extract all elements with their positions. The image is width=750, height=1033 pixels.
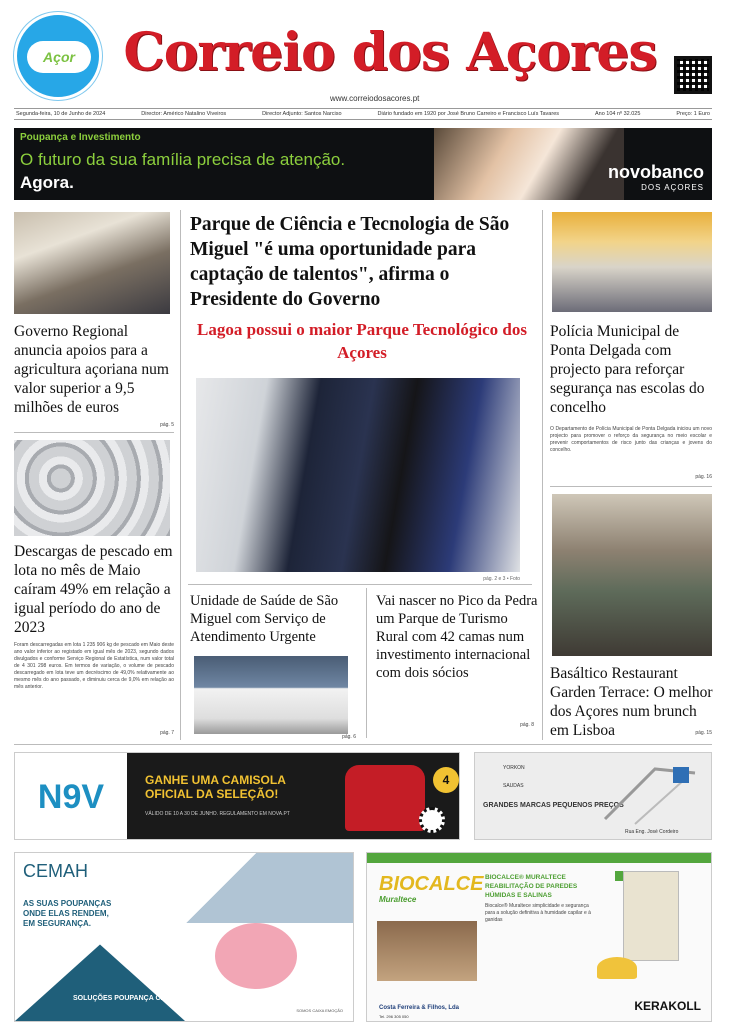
issue-info-bar xyxy=(14,108,712,120)
story-police-headline[interactable]: Polícia Municipal de Ponta Delgada com projecto para reforçar segurança nas escolas do concelho xyxy=(550,323,705,416)
brand-name: novobanco xyxy=(607,162,704,182)
page-ref: pág. 16 xyxy=(695,474,712,480)
nos-fine-print: VÁLIDO DE 10 A 30 DE JUNHO. REGULAMENTO EM NOVA.PT xyxy=(145,811,290,817)
ad-top-bar xyxy=(367,853,712,863)
divider xyxy=(14,744,712,745)
page-ref: pág. 15 xyxy=(695,730,712,736)
meeting-photo[interactable] xyxy=(14,212,170,314)
nos-promo-text: GANHE UMA CAMISOLA OFICIAL DA SELEÇÃO! xyxy=(145,773,286,801)
cemah-ad[interactable] xyxy=(14,852,354,1022)
wall-image xyxy=(377,921,477,981)
map-ad[interactable] xyxy=(474,752,712,840)
story-restaurant-headline[interactable]: Basáltico Restaurant Garden Terrace: O melhor dos Açores num brunch em Lisboa xyxy=(550,665,713,739)
logo-text: Açor xyxy=(27,41,91,73)
nos-logo: N9V xyxy=(15,753,127,840)
restaurant-photo[interactable] xyxy=(552,494,712,656)
page-ref: pág. 8 xyxy=(520,722,534,728)
banner-brand xyxy=(608,164,704,196)
issue-date: Segunda-feira, 10 de Junho de 2024 xyxy=(16,111,106,117)
story-tourism-headline[interactable]: Vai nascer no Pico da Pedra um Parque de Turismo Rural com 42 camas num investimento internacional com dois sócios xyxy=(376,593,538,681)
police-event-photo[interactable] xyxy=(552,212,712,312)
story-fishing-body: Foram descarregadas em lota 1 235 906 kg de pescado em Maio deste ano valor inferior ao registado em igual mês de 2023, segundo dados divulgados e conforme Serviço Regional de Estatística, num valor total de 4 301 298 euros. Em termos de variação, o volume de pescado descarregado em lota teve um decréscimo de 49,0% relativamente ao mesmo mês do ano passado, e diminuiu cerca de 9,0% em relação ao mês anterior. xyxy=(14,642,174,690)
story-fishing-headline[interactable]: Descargas de pescado em lota no mês de Maio caíram 49% em relação a igual período do ano de 2023 xyxy=(14,543,173,636)
column-divider xyxy=(542,210,543,740)
biocalce-logo: BIOCALCE xyxy=(379,873,484,895)
jersey-icon xyxy=(345,765,425,831)
distributor-contact: Tel. 296 305 050 xyxy=(379,1014,409,1019)
main-subheadline[interactable]: Lagoa possui o maior Parque Tecnológico dos Açores xyxy=(197,320,527,362)
cemah-text: AS SUAS POUPANÇAS ONDE ELAS RENDEM, EM SEGURANÇA. xyxy=(23,899,112,928)
cemah-logo: CEMAH xyxy=(23,861,89,881)
novobanco-banner-ad[interactable] xyxy=(14,128,712,200)
story-health-headline[interactable]: Unidade de Saúde de São Miguel com Serviço de Atendimento Urgente xyxy=(190,593,339,645)
product-bag-icon xyxy=(623,871,679,961)
page-ref: pág. 5 xyxy=(160,422,174,428)
story-agriculture-headline[interactable]: Governo Regional anuncia apoios para a agricultura açoriana num valor superior a 9,5 milhões de euros xyxy=(14,323,169,416)
banner-line-1: O futuro da sua família precisa de atenção. xyxy=(20,150,346,169)
hard-hat-icon xyxy=(597,957,637,979)
main-headline[interactable]: Parque de Ciência e Tecnologia de São Miguel "é uma oportunidade para captação de talentos", afirma o Presidente do Governo xyxy=(190,214,510,310)
map-roads-icon xyxy=(595,759,705,829)
nos-badge: 4 xyxy=(433,767,459,793)
deputy-credit: Director Adjunto: Santos Narciso xyxy=(262,111,342,117)
column-divider xyxy=(180,210,181,740)
map-label: YORKON xyxy=(503,765,525,771)
brand-sub: DOS AÇORES xyxy=(641,183,704,192)
website-link[interactable]: www.correiodosacores.pt xyxy=(330,94,420,103)
story-police-body: O Departamento de Polícia Municipal de Ponta Delgada iniciou um novo projecto para promover o reforço da segurança no meio escolar e prevenir comportamentos de risco junto das crianças e jovens do concelho. xyxy=(550,426,712,453)
page-ref: pág. 7 xyxy=(160,730,174,736)
column-divider xyxy=(366,588,367,738)
football-icon xyxy=(419,807,445,833)
photo-credit: pág. 2 e 3 • Foto xyxy=(483,576,520,582)
map-street: Rua Eng. José Cordeiro xyxy=(625,829,679,835)
cemah-solutions: SOLUÇÕES POUPANÇA CEMAH xyxy=(73,995,182,1002)
newspaper-title: Correio dos Açores xyxy=(123,22,657,83)
qr-code-icon[interactable] xyxy=(674,56,712,94)
biocalce-desc: Biocalce® Muraltece simplicidade e segurança para a solução definitiva à humidade capilar e à ganidas xyxy=(485,903,591,923)
cemah-triangle xyxy=(15,931,185,1021)
health-unit-photo[interactable] xyxy=(194,656,348,734)
biocalce-ad[interactable] xyxy=(366,852,712,1022)
nos-ad[interactable] xyxy=(14,752,460,840)
banner-family-photo xyxy=(434,128,624,200)
distributor-name: Costa Ferreira & Filhos, Lda xyxy=(379,1005,460,1011)
page-ref: pág. 6 xyxy=(342,734,356,740)
banner-tag: Poupança e Investimento xyxy=(20,132,141,143)
acor-logo xyxy=(14,12,102,100)
map-label: SAUDAS xyxy=(503,783,524,789)
divider xyxy=(550,486,712,487)
coin-hand-image xyxy=(185,853,353,923)
map-tagline: GRANDES MARCAS PEQUENOS PREÇOS xyxy=(483,802,624,809)
biocalce-sub: Muraltece xyxy=(379,895,417,904)
divider xyxy=(14,432,174,433)
director-credit: Director: Américo Natalino Viveiros xyxy=(141,111,227,117)
founder-credit: Diário fundado em 1920 por José Bruno Carreiro e Francisco Luís Tavares xyxy=(377,111,560,117)
piggy-bank-icon xyxy=(215,923,297,989)
issue-price: Preço: 1 Euro xyxy=(676,111,710,117)
kerakoll-logo: KERAKOLL xyxy=(634,999,701,1013)
issue-number: Ano 104 nº 32.025 xyxy=(594,111,641,117)
fish-photo[interactable] xyxy=(14,440,170,536)
cemah-footer: SOMOS CAIXA EMOÇÃO xyxy=(296,1008,343,1013)
divider xyxy=(188,584,532,585)
main-photo[interactable] xyxy=(196,378,520,572)
biocalce-headline: BIOCALCE® MURALTECE REABILITAÇÃO DE PAREDES HÚMIDAS E SALINAS xyxy=(485,874,578,899)
banner-line-2: Agora. xyxy=(20,173,74,192)
